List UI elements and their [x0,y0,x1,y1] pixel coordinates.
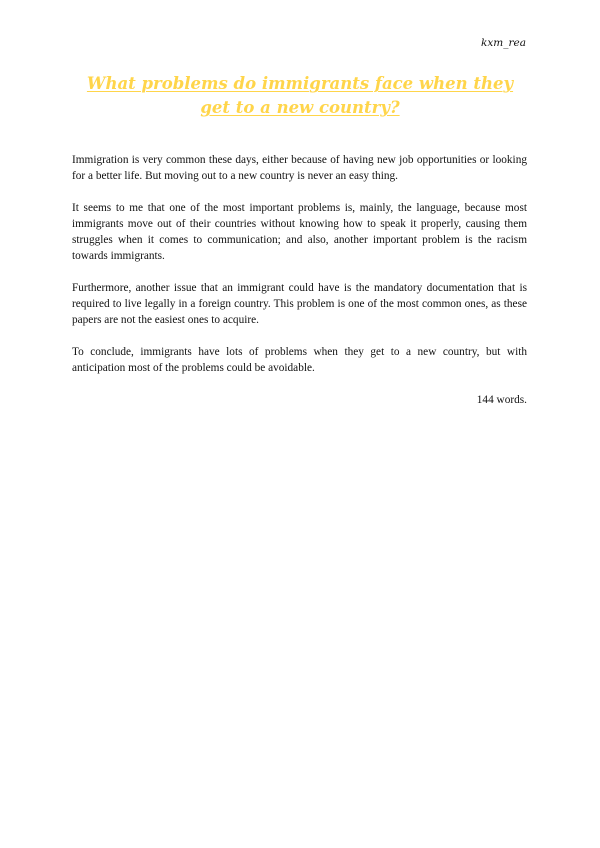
document-body [72,152,527,424]
word-count: 144 words. [476,394,527,406]
paragraph-conclusion: To conclude, immigrants have lots of problems when they get to a new country, but with anticipation most of the problems could be avoidable. [72,346,527,374]
document-title: What problems do immigrants face when they get to a new country? [86,74,514,117]
author-name: kxm_rea [481,37,526,49]
paragraph-documentation: Furthermore, another issue that an immigrant could have is the mandatory documentation that is required to live legally in a foreign country. This problem is one of the most common ones, as these papers are not the easiest ones to acquire. [72,282,527,326]
paragraph-introduction: Immigration is very common these days, either because of having new job opportunities or looking for a better life. But moving out to a new country is never an easy thing. [72,154,527,182]
paragraph-language: It seems to me that one of the most important problems is, mainly, the language, because most immigrants move out of their countries without knowing how to speak it properly, causing them struggles when it comes to communication; and also, another important problem is the racism towards immigrants. [72,202,527,262]
